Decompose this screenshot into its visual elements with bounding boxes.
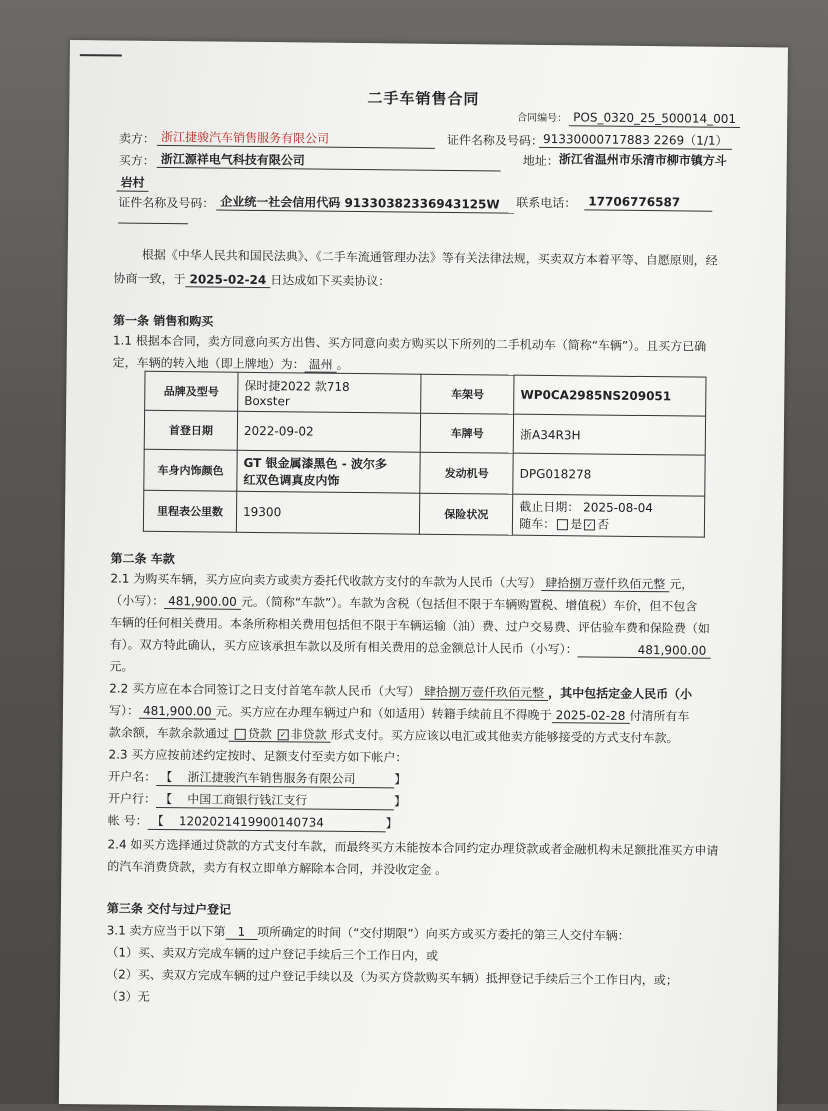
article-2-3: 2.3 买方应按前述约定按时、足额支付至卖方如下帐户： (108, 747, 408, 765)
buyer-name: 浙江源祥电气科技有限公司 (157, 151, 501, 172)
buyer-cert-label: 证件名称及号码： (118, 195, 215, 211)
intro-line-1: 根据《中华人民共和国民法典》、《二手车流通管理办法》等有关法律法规，买卖双方本着平等、自愿原则，经 (141, 247, 718, 268)
plate-value: 浙A34R3H (513, 414, 705, 455)
vehicle-table (143, 371, 707, 538)
article-2-1-line-1: 2.1 为购买车辆，买方应向卖方或卖方委托代收款方支付的车款为人民币（大写） 肆拾捌万壹仟玖佰元整 元， (110, 571, 694, 592)
article-2-2-line-2: 写）： 481,900.00 元。买方应在办理车辆过户和（如适用）转籍手续前且不得晚于 2025-02-28 付清所有车 (108, 703, 690, 724)
checkbox-icon (235, 729, 246, 740)
insurance-label: 保险状况 (420, 493, 513, 535)
insurance-value: 截止日期： 2025-08-04 随车： 是 ✓ 否 (513, 494, 705, 537)
account-bank-row: 开户行： 【 中国工商银行钱江支行 】 (107, 791, 407, 809)
seller-label: 卖方： (118, 131, 156, 146)
account-bank: 中国工商银行钱江支行 (187, 792, 308, 808)
article-2-2-line-3: 款余额，车款余款通过 贷款 ✓ 非贷款 形式支付。买方应该以电汇或其他卖方能够接受的方式支付车款。 (108, 725, 679, 746)
reg-date-label: 首登日期 (144, 410, 237, 450)
account-no-row: 帐 号： 【 1202021419900140734 】 (107, 813, 398, 831)
buyer-addr-2: 岩村 (116, 174, 148, 191)
article-1-title: 第一条 销售和购买 (112, 313, 214, 329)
brand-label: 品牌及型号 (145, 371, 238, 411)
blank-line (118, 223, 188, 225)
pay-by-date: 2025-02-28 (552, 708, 630, 724)
phone-label: 联系电话： (516, 195, 577, 211)
price-upper: 肆拾捌万壹仟玖佰元整 (541, 576, 669, 592)
table-row (145, 371, 706, 416)
contract-no: POS_0320_25_500014_001 (569, 109, 740, 128)
article-1-2: 定，车辆的转入地（即上牌地）为： 温州 。 (112, 355, 349, 372)
contract-no-label: 合同编号： (517, 112, 568, 125)
article-3-1: 3.1 卖方应当于以下第 1 项所确定的时间（“交付期限”）向买方或买方委托的第三人交付车辆： (106, 923, 630, 943)
mileage-value: 19300 (236, 491, 420, 534)
article-2-4-line-1: 2.4 如买方选择通过贷款的方式支付车款，而最终买方未能按本合同约定办理贷款或者金融机构未足额批准买方申请 (107, 837, 719, 858)
delivery-option-no: 1 (225, 925, 257, 940)
total-amount: 481,900.00 (578, 642, 711, 658)
intro-line-2: 协商一致，于 2025-02-24 日达成如下买卖协议： (113, 271, 391, 289)
paper-mark (80, 54, 122, 56)
intro-date: 2025-02-24 (185, 272, 270, 288)
account-no: 1202021419900140734 (178, 814, 325, 830)
color-value: GT 银金属漆黑色 - 波尔多 红双色调真皮内饰 (237, 450, 421, 493)
seller-name: 浙江捷骏汽车销售服务有限公司 (157, 129, 435, 149)
table-row (143, 490, 704, 537)
article-2-2-line-1: 2.2 买方应在本合同签订之日支付首笔车款人民币（大写） 肆拾捌万壹仟玖佰元整 ，其中包括定金人民币（小 (109, 681, 693, 702)
account-name: 浙江捷骏汽车销售服务有限公司 (187, 770, 356, 787)
contract-paper (59, 40, 788, 1111)
buyer-label: 买方： (118, 153, 155, 168)
doc-title: 二手车销售合同 (367, 89, 480, 109)
seller-cert: 91330000717883 2269（1/1） (539, 131, 732, 150)
buyer-addr-1: 浙江省温州市乐清市柳市镇方斗 (558, 152, 727, 168)
color-label: 车身内饰颜色 (144, 449, 237, 491)
checkbox-checked-icon: ✓ (278, 729, 289, 740)
article-2-4-line-2: 的汽车消费贷款，卖方有权立即单方解除本合同，并没收定金 。 (107, 859, 448, 877)
article-2-1-line-4: 有）。双方特此确认，买方应该承担车款以及所有相关费用的总金额总计人民币（小写）： 481,900.00 (110, 636, 711, 658)
buyer-cert: 企业统一社会信用代码 91330382336943125W (216, 194, 514, 214)
seller-cert-label: 证件名称及号码： (446, 132, 544, 148)
account-name-row: 开户名： 【 浙江捷骏汽车销售服务有限公司 】 (108, 769, 407, 787)
brand-value: 保时捷2022 款718 Boxster (238, 372, 422, 413)
plate-label: 车牌号 (420, 413, 513, 453)
table-row (144, 410, 705, 455)
checkbox-yes-icon (557, 519, 568, 530)
article-3-option-1: （1）买、卖双方完成车辆的过户登记手续后三个工作日内，或 (106, 945, 439, 963)
article-2-1-line-2: （小写）： 481,900.00 元。（简称“车款”）。车款为含税（包括但不限于车辆购置税、增值税）车价，但不包含 (110, 593, 698, 614)
price-lower: 481,900.00 (164, 594, 241, 610)
buyer-addr-label: 地址： (522, 153, 559, 169)
article-1-1: 1.1 根据本合同，卖方同意向买方出售、买方同意向卖方购买以下所列的二手机动车（简称“车辆”）。且买方已确 (112, 333, 707, 354)
article-2-1-line-5: 元。 (109, 659, 134, 674)
mileage-label: 里程表公里数 (143, 490, 236, 532)
engine-label: 发动机号 (420, 452, 513, 494)
checkbox-checked-icon: ✓ (584, 519, 595, 530)
phone: 17706776587 (584, 193, 712, 211)
first-payment-upper: 肆拾捌万壹仟玖佰元整 (420, 685, 548, 701)
transfer-city: 温州 (305, 357, 337, 372)
article-3-option-3: （3）无 (105, 989, 150, 1004)
deposit-lower: 481,900.00 (139, 704, 216, 720)
table-row (144, 449, 705, 496)
article-3-title: 第三条 交付与过户登记 (106, 901, 232, 917)
vin-label: 车架号 (421, 374, 514, 414)
article-3-option-2: （2）买、卖双方完成车辆的过户登记手续以及（为买方贷款购买车辆）抵押登记手续后三个工作日内，或； (106, 967, 678, 988)
article-2-title: 第二条 车款 (110, 551, 175, 567)
engine-value: DPG018278 (513, 453, 705, 496)
reg-date-value: 2022-09-02 (237, 411, 421, 452)
vin-value: WP0CA2985NS209051 (514, 375, 706, 416)
article-2-1-line-3: 车辆的任何相关费用。本条所称相关费用包括但不限于车辆运输（油）费、过户交易费、评估验车费和保险费（如 (109, 615, 710, 636)
